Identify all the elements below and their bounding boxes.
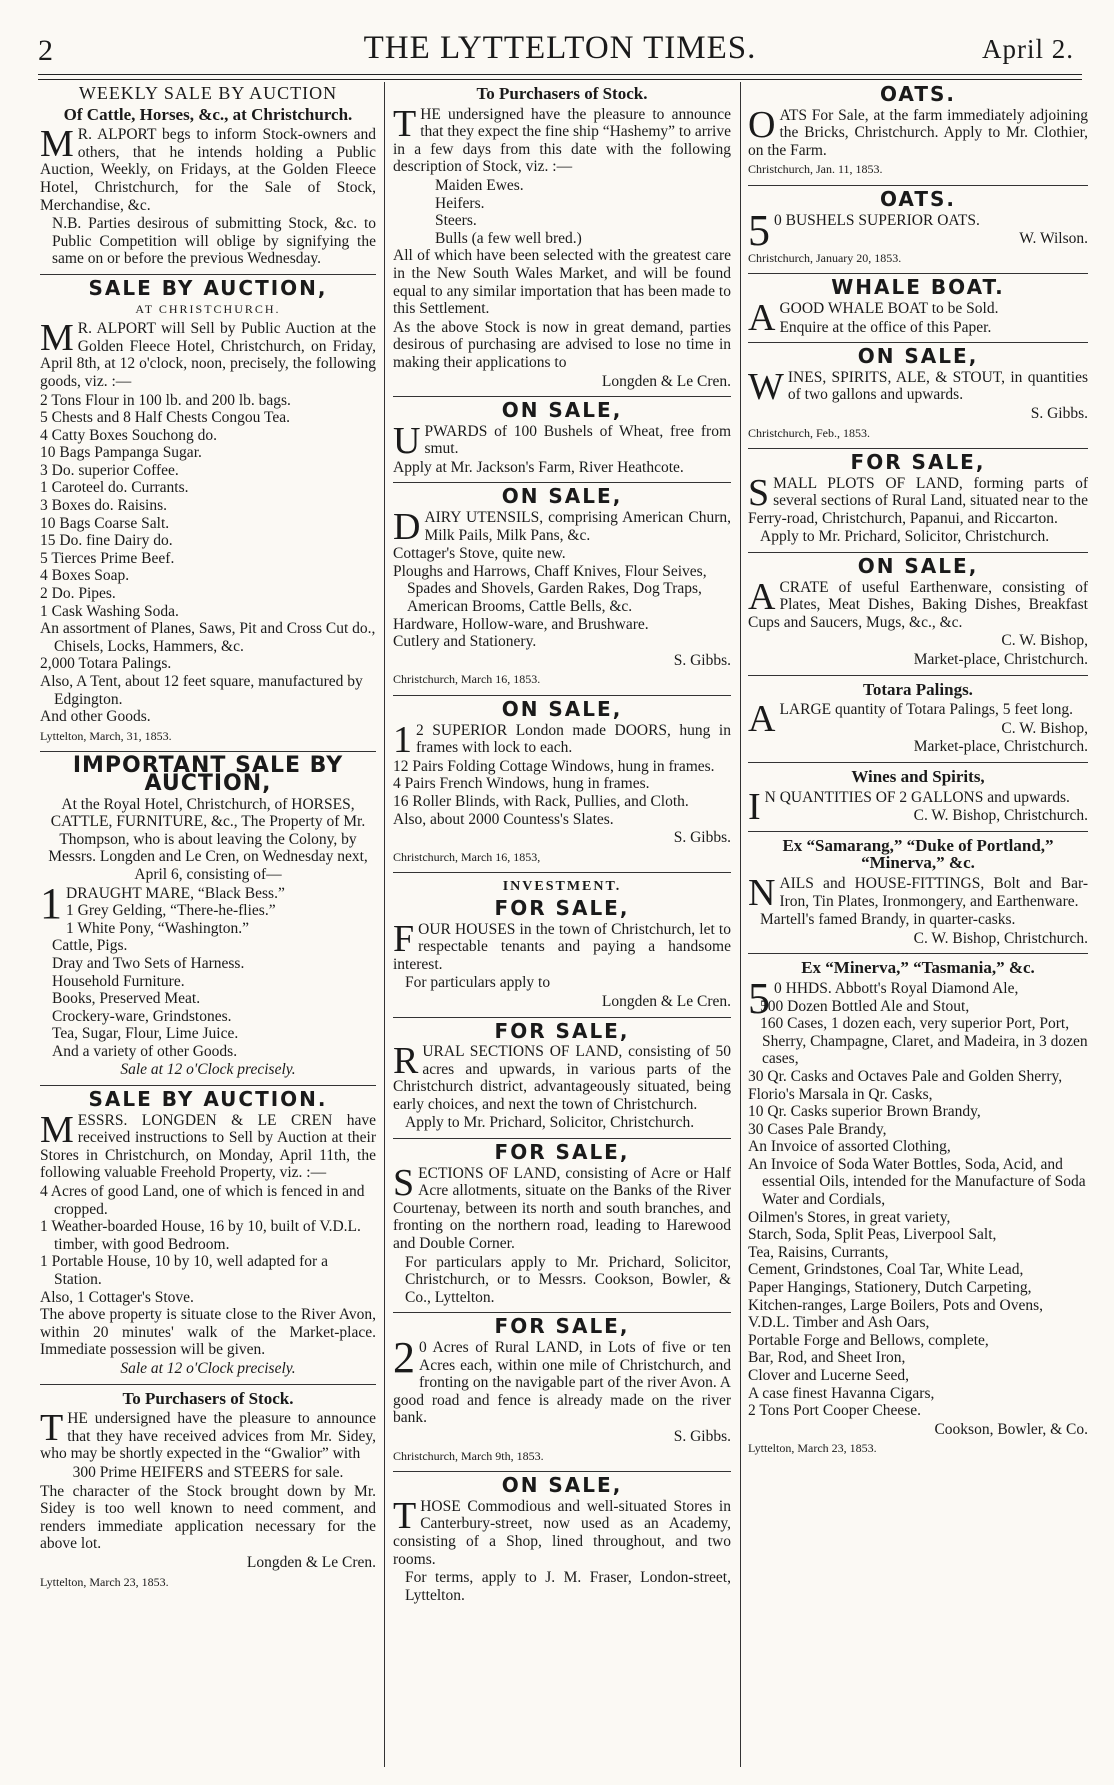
advert-rule: [40, 751, 376, 752]
list-item: 500 Dozen Bottled Ale and Stout,: [760, 997, 970, 1015]
advert-note: N.B. Parties desirous of submitting Stock, &c. to Public Competition will oblige by signifying the same on or before the previous Wednesday.: [52, 215, 376, 268]
advert-body: 50 BUSHELS SUPERIOR OATS.: [748, 205, 980, 255]
advert-tail: For particulars apply to Mr. Prichard, Solicitor, Christchurch, or to Messrs. Cookson, Bowler, & Co., Lyttelton.: [405, 1253, 731, 1306]
advert-heading: ON SALE,: [501, 398, 623, 423]
advert-body: IN QUANTITIES OF 2 GALLONS and upwards.: [748, 785, 1070, 828]
advert-investment: [393, 878, 731, 1010]
list-item: 5 Tierces Prime Beef.: [40, 549, 175, 567]
list-item: Paper Hangings, Stationery, Dutch Carpeting,: [748, 1279, 1032, 1297]
advert-body: NAILS and HOUSE-FITTINGS, Bolt and Bar-Iron, Tin Plates, Ironmongery, and Earthenware.: [748, 871, 1088, 914]
signature: Longden & Le Cren.: [601, 992, 731, 1010]
list-item: Cement, Grindstones, Coal Tar, White Lead,: [748, 1261, 1024, 1279]
advert-wines-gibbs: [748, 344, 1088, 442]
advert-rule: [393, 396, 731, 397]
advert-rule: [748, 552, 1088, 553]
signature-address: Market-place, Christchurch.: [913, 738, 1088, 756]
advert-heading: To Purchasers of Stock.: [476, 84, 648, 103]
advert-heading: SALE BY AUCTION,: [88, 275, 328, 300]
list-item: Cutlery and Stationery.: [393, 633, 537, 651]
advert-tail: Apply to Mr. Prichard, Solicitor, Christchurch.: [405, 1114, 695, 1132]
signature: Longden & Le Cren.: [601, 372, 731, 390]
advert-rule: [748, 953, 1088, 954]
list-item: 1 Grey Gelding, “There-he-flies.”: [66, 902, 276, 920]
page-number: 2: [38, 34, 53, 67]
list-item: 3 Boxes do. Raisins.: [40, 497, 168, 515]
dateline: Christchurch, March 16, 1853.: [393, 672, 541, 687]
list-item: 3 Do. superior Coffee.: [40, 461, 179, 479]
signature: C. W. Bishop, Christchurch.: [913, 929, 1088, 947]
column-divider: [384, 82, 385, 1767]
advert-body: THE undersigned have the pleasure to announce that they have received advices from Mr. Sidey, who may be shortly expected in the “Gwalior” with: [40, 1407, 376, 1463]
advert-heading: ON SALE,: [501, 1473, 623, 1498]
advert-rule: [40, 1085, 376, 1086]
advert-lead: 1DRAUGHT MARE, “Black Bess.”: [40, 878, 285, 928]
advert-body: THOSE Commodious and well-situated Stores in Canterbury-street, now used as an Academy, consisting of a Shop, lined throughout, and two rooms.: [393, 1494, 731, 1568]
advert-body: RURAL SECTIONS OF LAND, consisting of 50 acres and upwards, in various parts of the Christchurch district, advantageously situated, being early choices, and next the town of Christchurch.: [393, 1040, 731, 1113]
advert-rule: [748, 675, 1088, 676]
advert-rule: [393, 1017, 731, 1018]
list-item: 15 Do. fine Dairy do.: [40, 532, 173, 550]
signature-address: Market-place, Christchurch.: [913, 651, 1088, 669]
advert-body: At the Royal Hotel, Christchurch, of HORSES, CATTLE, FURNITURE, &c., The Property of Mr. Thompson, who is about leaving the Colony, by Messrs. Longden and Le Cren, on Wednesday next, April 6, consisting of—: [48, 795, 368, 883]
advert-body: MR. ALPORT will Sell by Public Auction at the Golden Fleece Hotel, Christchurch, on Friday, April 8th, at 12 o'clock, noon, precisely, the following goods, viz. :—: [40, 317, 376, 390]
advert-highlight: 300 Prime HEIFERS and STEERS for sale.: [72, 1463, 344, 1481]
list-item: 1 White Pony, “Washington.”: [66, 919, 250, 937]
signature: C. W. Bishop,: [1001, 632, 1088, 650]
signature: S. Gibbs.: [673, 829, 731, 847]
list-item: Tea, Raisins, Currants,: [748, 1243, 889, 1261]
list-item: Also, 1 Cottager's Stove.: [40, 1288, 194, 1306]
list-item: Also, A Tent, about 12 feet square, manufactured by Edgington.: [40, 673, 363, 708]
advert-dairy-utensils: [393, 484, 731, 689]
advert-rule: [40, 274, 376, 275]
advert-heading: Wines and Spirits,: [851, 767, 985, 786]
advert-kicker: INVESTMENT.: [502, 879, 622, 895]
advert-wines-bishop: [748, 767, 1088, 828]
advert-heading: FOR SALE,: [494, 895, 630, 920]
advert-tail: For terms, apply to J. M. Fraser, London-street, Lyttelton.: [405, 1569, 731, 1604]
list-item: Cattle, Pigs.: [52, 937, 128, 955]
advert-body: SECTIONS OF LAND, consisting of Acre or Half Acre allotments, situate on the Banks of the River Courtenay, between its north and south branches, and fronting on the northern road, leading to Harewood and Double Corner.: [393, 1161, 731, 1253]
signature: C. W. Bishop,: [1001, 719, 1088, 737]
list-item: Dray and Two Sets of Harness.: [52, 954, 245, 972]
advert-whale-boat: [748, 275, 1088, 339]
signature: Cookson, Bowler, & Co.: [934, 1420, 1088, 1438]
list-item: 2 Tons Flour in 100 lb. and 200 lb. bags.: [40, 391, 291, 409]
list-item: An Invoice of assorted Clothing,: [748, 1138, 951, 1156]
advert-rural-sections: [393, 1018, 731, 1133]
list-item: Crockery-ware, Grindstones.: [52, 1007, 232, 1025]
signature: Longden & Le Cren.: [246, 1553, 376, 1571]
list-item: 30 Cases Pale Brandy,: [748, 1120, 887, 1138]
list-item: Heifers.: [435, 194, 485, 212]
list-item: V.D.L. Timber and Ash Oars,: [748, 1314, 930, 1332]
masthead: [38, 26, 1082, 74]
advert-tail: Enquire at the office of this Paper.: [779, 318, 992, 336]
advert-rule: [748, 831, 1088, 832]
advert-land-courtenay: [393, 1140, 731, 1306]
advert-wheat: [393, 398, 731, 476]
advert-body: WINES, SPIRITS, ALE, & STOUT, in quantities of two gallons and upwards.: [748, 365, 1088, 408]
advert-heading: Totara Palings.: [863, 679, 973, 699]
issue-date: April 2.: [982, 34, 1074, 64]
advert-body: MR. ALPORT begs to inform Stock-owners and others, that he intends holding a Public Auction, Weekly, on Fridays, at the Golden Fleece Hotel, Christchurch, for the Sale of Stock, Merchandise, &c.: [40, 123, 376, 214]
advert-body: 12 SUPERIOR London made DOORS, hung in frames with lock to each.: [393, 718, 731, 761]
advert-tail: As the above Stock is now in great demand, parties desirous of purchasing are advised to lose no time in making their applications to: [393, 318, 731, 371]
list-item: An assortment of Planes, Saws, Pit and Cross Cut do., Chisels, Locks, Hammers, &c.: [40, 620, 376, 655]
list-item: Portable Forge and Bellows, complete,: [748, 1331, 989, 1349]
newspaper-title: THE LYTTELTON TIMES.: [363, 30, 757, 66]
advert-minerva-tasmania: [748, 959, 1088, 1458]
list-item: 1 Cask Washing Soda.: [40, 602, 179, 620]
list-item: Tea, Sugar, Flour, Lime Juice.: [52, 1025, 239, 1043]
advert-important-sale: [40, 753, 376, 1079]
advert-oats-wilson: [748, 186, 1088, 267]
advert-heading: SALE BY AUCTION.: [88, 1087, 328, 1112]
advert-body: ALARGE quantity of Totara Palings, 5 feet long.: [748, 698, 1073, 741]
advert-body: AGOOD WHALE BOAT to be Sold.: [748, 296, 999, 339]
list-item: And other Goods.: [40, 708, 151, 726]
list-item: 5 Chests and 8 Half Chests Congou Tea.: [40, 409, 291, 427]
list-item: A case finest Havanna Cigars,: [748, 1384, 935, 1402]
signature: C. W. Bishop, Christchurch.: [913, 807, 1088, 825]
advert-earthenware: [748, 554, 1088, 669]
column-divider: [740, 82, 741, 1767]
list-item: Oilmen's Stores, in great variety,: [748, 1208, 951, 1226]
advert-heading: To Purchasers of Stock.: [122, 1388, 294, 1408]
dateline: Christchurch, March 16, 1853,: [393, 849, 541, 864]
closing-line: Sale at 12 o'Clock precisely.: [120, 1061, 296, 1079]
advert-heading: FOR SALE,: [850, 450, 986, 475]
list-item: Ploughs and Harrows, Chaff Knives, Flour Seives, Spades and Shovels, Garden Rakes, Dog Traps, American Brooms, Cattle Bells, &c.: [393, 562, 707, 616]
advert-rule: [393, 872, 731, 873]
list-item: Clover and Lucerne Seed,: [748, 1367, 909, 1384]
advert-heading: WHALE BOAT.: [831, 275, 1005, 300]
list-item: Bulls (a few well bred.): [435, 229, 582, 247]
closing-line: Sale at 12 o'Clock precisely.: [120, 1359, 296, 1377]
advert-heading: Ex “Minerva,” “Tasmania,” &c.: [801, 958, 1035, 978]
advert-heading: WEEKLY SALE BY AUCTION: [78, 83, 338, 103]
advert-longden-sale: [40, 1087, 376, 1378]
column-1: [40, 82, 376, 1767]
advert-heading: ON SALE,: [857, 554, 979, 579]
list-item: 4 Catty Boxes Souchong do.: [40, 426, 217, 444]
advert-body: SMALL PLOTS OF LAND, forming parts of several sections of Rural Land, situated near to the Ferry-road, Christchurch, Papanui, and Riccarton.: [748, 471, 1088, 527]
advert-weekly-sale: [40, 85, 376, 268]
column-3: [748, 82, 1088, 1767]
advert-totara-palings: [748, 681, 1088, 756]
advert-rule: [748, 762, 1088, 763]
list-item: 10 Qr. Casks superior Brown Brandy,: [748, 1103, 981, 1121]
advert-rule: [748, 273, 1088, 274]
list-item: Also, about 2000 Countess's Slates.: [393, 810, 614, 828]
dateline: Christchurch, March 9th, 1853.: [393, 1448, 544, 1463]
advert-nails: [748, 837, 1088, 948]
list-item: 1 Portable House, 10 by 10, well adapted for a Station.: [40, 1253, 328, 1288]
advert-tail: Apply to Mr. Prichard, Solicitor, Christchurch.: [760, 528, 1050, 546]
list-item: 4 Acres of good Land, one of which is fenced in and cropped.: [40, 1183, 365, 1218]
advert-heading: FOR SALE,: [494, 1140, 630, 1165]
signature: S. Gibbs.: [673, 651, 731, 669]
list-item: Bar, Rod, and Sheet Iron,: [748, 1349, 906, 1367]
list-item: 2,000 Totara Palings.: [40, 655, 172, 673]
advert-tail: Apply at Mr. Jackson's Farm, River Heathcote.: [393, 458, 684, 476]
dateline: Christchurch, January 20, 1853.: [748, 250, 902, 265]
advert-heading: ON SALE,: [501, 484, 623, 509]
list-item: 2 Do. Pipes.: [40, 585, 116, 603]
signature: W. Wilson.: [1019, 230, 1088, 248]
advert-heading: ON SALE,: [501, 697, 623, 721]
advert-rule: [748, 448, 1088, 449]
list-item: Maiden Ewes.: [435, 176, 524, 194]
advert-rural-land: [393, 1314, 731, 1465]
dateline: Lyttelton, March, 31, 1853.: [40, 728, 172, 743]
advert-small-plots: [748, 450, 1088, 546]
advert-rule: [393, 1138, 731, 1139]
advert-body: FOUR HOUSES in the town of Christchurch, let to respectable tenants and paying a handsome interest.: [393, 917, 731, 973]
signature: S. Gibbs.: [673, 1427, 731, 1445]
list-item: Cottager's Stove, quite new.: [393, 545, 566, 563]
masthead-rule: [38, 74, 1082, 80]
advert-purchasers-gwalior: [40, 1390, 376, 1592]
advert-rule: [393, 695, 731, 696]
advert-heading: OATS.: [879, 186, 957, 211]
advert-body: THE undersigned have the pleasure to announce that they expect the fine ship “Hashemy” to arrive in a few days from this date with the following description of Stock, viz. :—: [393, 102, 731, 176]
advert-rule: [393, 482, 731, 483]
advert-body: UPWARDS of 100 Bushels of Wheat, free from smut.: [393, 419, 731, 462]
advert-rule: [393, 1312, 731, 1313]
advert-sale-christchurch: [40, 275, 376, 745]
advert-body: DAIRY UTENSILS, comprising American Churn, Milk Pails, Milk Pans, &c.: [393, 506, 731, 549]
advert-doors: [393, 697, 731, 866]
advert-tail: All of which have been selected with the greatest care in the New South Wales Market, and will be found equal to any similar importation that has been made to this Settlement.: [393, 247, 731, 318]
advert-subheading: AT CHRISTCHURCH.: [135, 301, 281, 316]
list-item: Florio's Marsala in Qr. Casks,: [748, 1085, 933, 1103]
list-item: Kitchen-ranges, Large Boilers, Pots and Ovens,: [748, 1296, 1044, 1314]
advert-heading: Ex “Samarang,” “Duke of Portland,” “Minerva,” &c.: [782, 835, 1054, 873]
advert-tail: For particulars apply to: [405, 974, 551, 992]
list-item: 12 Pairs Folding Cottage Windows, hung in frames.: [393, 757, 715, 775]
list-item: And a variety of other Goods.: [52, 1042, 238, 1060]
advert-body: ACRATE of useful Earthenware, consisting of Plates, Meat Dishes, Baking Dishes, Breakfast Cups and Saucers, Mugs, &c., &c.: [748, 575, 1088, 631]
advert-heading: FOR SALE,: [494, 1018, 630, 1043]
list-item: 4 Boxes Soap.: [40, 567, 130, 585]
advert-body: 20 Acres of Rural LAND, in Lots of five or ten Acres each, within one mile of Christchurch, and fronting on the navigable part of the river Avon. A good road and fence is already made on the river bank.: [393, 1333, 731, 1427]
list-item: An Invoice of Soda Water Bottles, Soda, Acid, and essential Oils, intended for the Manufacture of Soda Water and Cordials,: [748, 1155, 1086, 1209]
advert-tail: Martell's famed Brandy, in quarter-casks.: [760, 911, 1016, 929]
advert-rule: [748, 342, 1088, 343]
list-item: 1 Caroteel do. Currants.: [40, 479, 189, 497]
list-item: Books, Preserved Meat.: [52, 990, 201, 1008]
advert-purchasers-hashemy: [393, 85, 731, 390]
advert-rule: [40, 1384, 376, 1385]
list-item: 4 Pairs French Windows, hung in frames.: [393, 775, 650, 793]
advert-stores: [393, 1473, 731, 1604]
list-item: 30 Qr. Casks and Octaves Pale and Golden Sherry,: [748, 1067, 1063, 1085]
dateline: Lyttelton, March 23, 1853.: [40, 1574, 169, 1589]
advert-oats-clothier: [748, 82, 1088, 179]
list-item: Starch, Soda, Split Peas, Liverpool Salt,: [748, 1226, 997, 1244]
advert-rule: [748, 185, 1088, 186]
advert-heading: IMPORTANT SALE BY AUCTION,: [72, 753, 344, 796]
list-item: 16 Roller Blinds, with Rack, Pullies, and Cloth.: [393, 792, 689, 810]
advert-tail: The character of the Stock brought down by Mr. Sidey is too well known to need comment, and renders immediate application necessary for the above lot.: [40, 1482, 376, 1553]
advert-rule: [393, 1471, 731, 1472]
list-item: Hardware, Hollow-ware, and Brushware.: [393, 615, 649, 633]
advert-subheading: Of Cattle, Horses, &c., at Christchurch.: [63, 104, 353, 124]
list-item: 10 Bags Pampanga Sugar.: [40, 444, 202, 462]
advert-heading: FOR SALE,: [494, 1314, 630, 1339]
dateline: Christchurch, Jan. 11, 1853.: [748, 162, 883, 177]
advert-heading: OATS.: [879, 82, 957, 106]
list-item: 2 Tons Port Cooper Cheese.: [748, 1402, 921, 1420]
advert-lead: 50 HHDS. Abbott's Royal Diamond Ale,: [748, 973, 1019, 1023]
dateline: Christchurch, Feb., 1853.: [748, 425, 870, 440]
dateline: Lyttelton, March 23, 1853.: [748, 1441, 877, 1456]
advert-body: OATS For Sale, at the farm immediately adjoining the Bricks, Christchurch. Apply to Mr. Clothier, on the Farm.: [748, 103, 1088, 159]
list-item: Household Furniture.: [52, 972, 185, 990]
list-item: 10 Bags Coarse Salt.: [40, 514, 170, 532]
list-item: Steers.: [435, 212, 477, 230]
advert-body: MESSRS. LONGDEN & LE CREN have received instructions to Sell by Auction at their Stores in Christchurch, on Monday, April 11th, the following valuable Freehold Property, viz. :—: [40, 1108, 376, 1182]
advert-tail: The above property is situate close to the River Avon, within 20 minutes' walk of the Market-place. Immediate possession will be given.: [40, 1306, 376, 1359]
advert-heading: ON SALE,: [857, 344, 979, 369]
signature: S. Gibbs.: [1030, 404, 1088, 422]
list-item: 160 Cases, 1 dozen each, very superior Port, Port, Sherry, Champagne, Claret, and Madeira, in 3 dozen cases,: [760, 1015, 1088, 1068]
column-2: [393, 82, 731, 1767]
list-item: 1 Weather-boarded House, 16 by 10, built of V.D.L. timber, with good Bedroom.: [40, 1218, 361, 1253]
